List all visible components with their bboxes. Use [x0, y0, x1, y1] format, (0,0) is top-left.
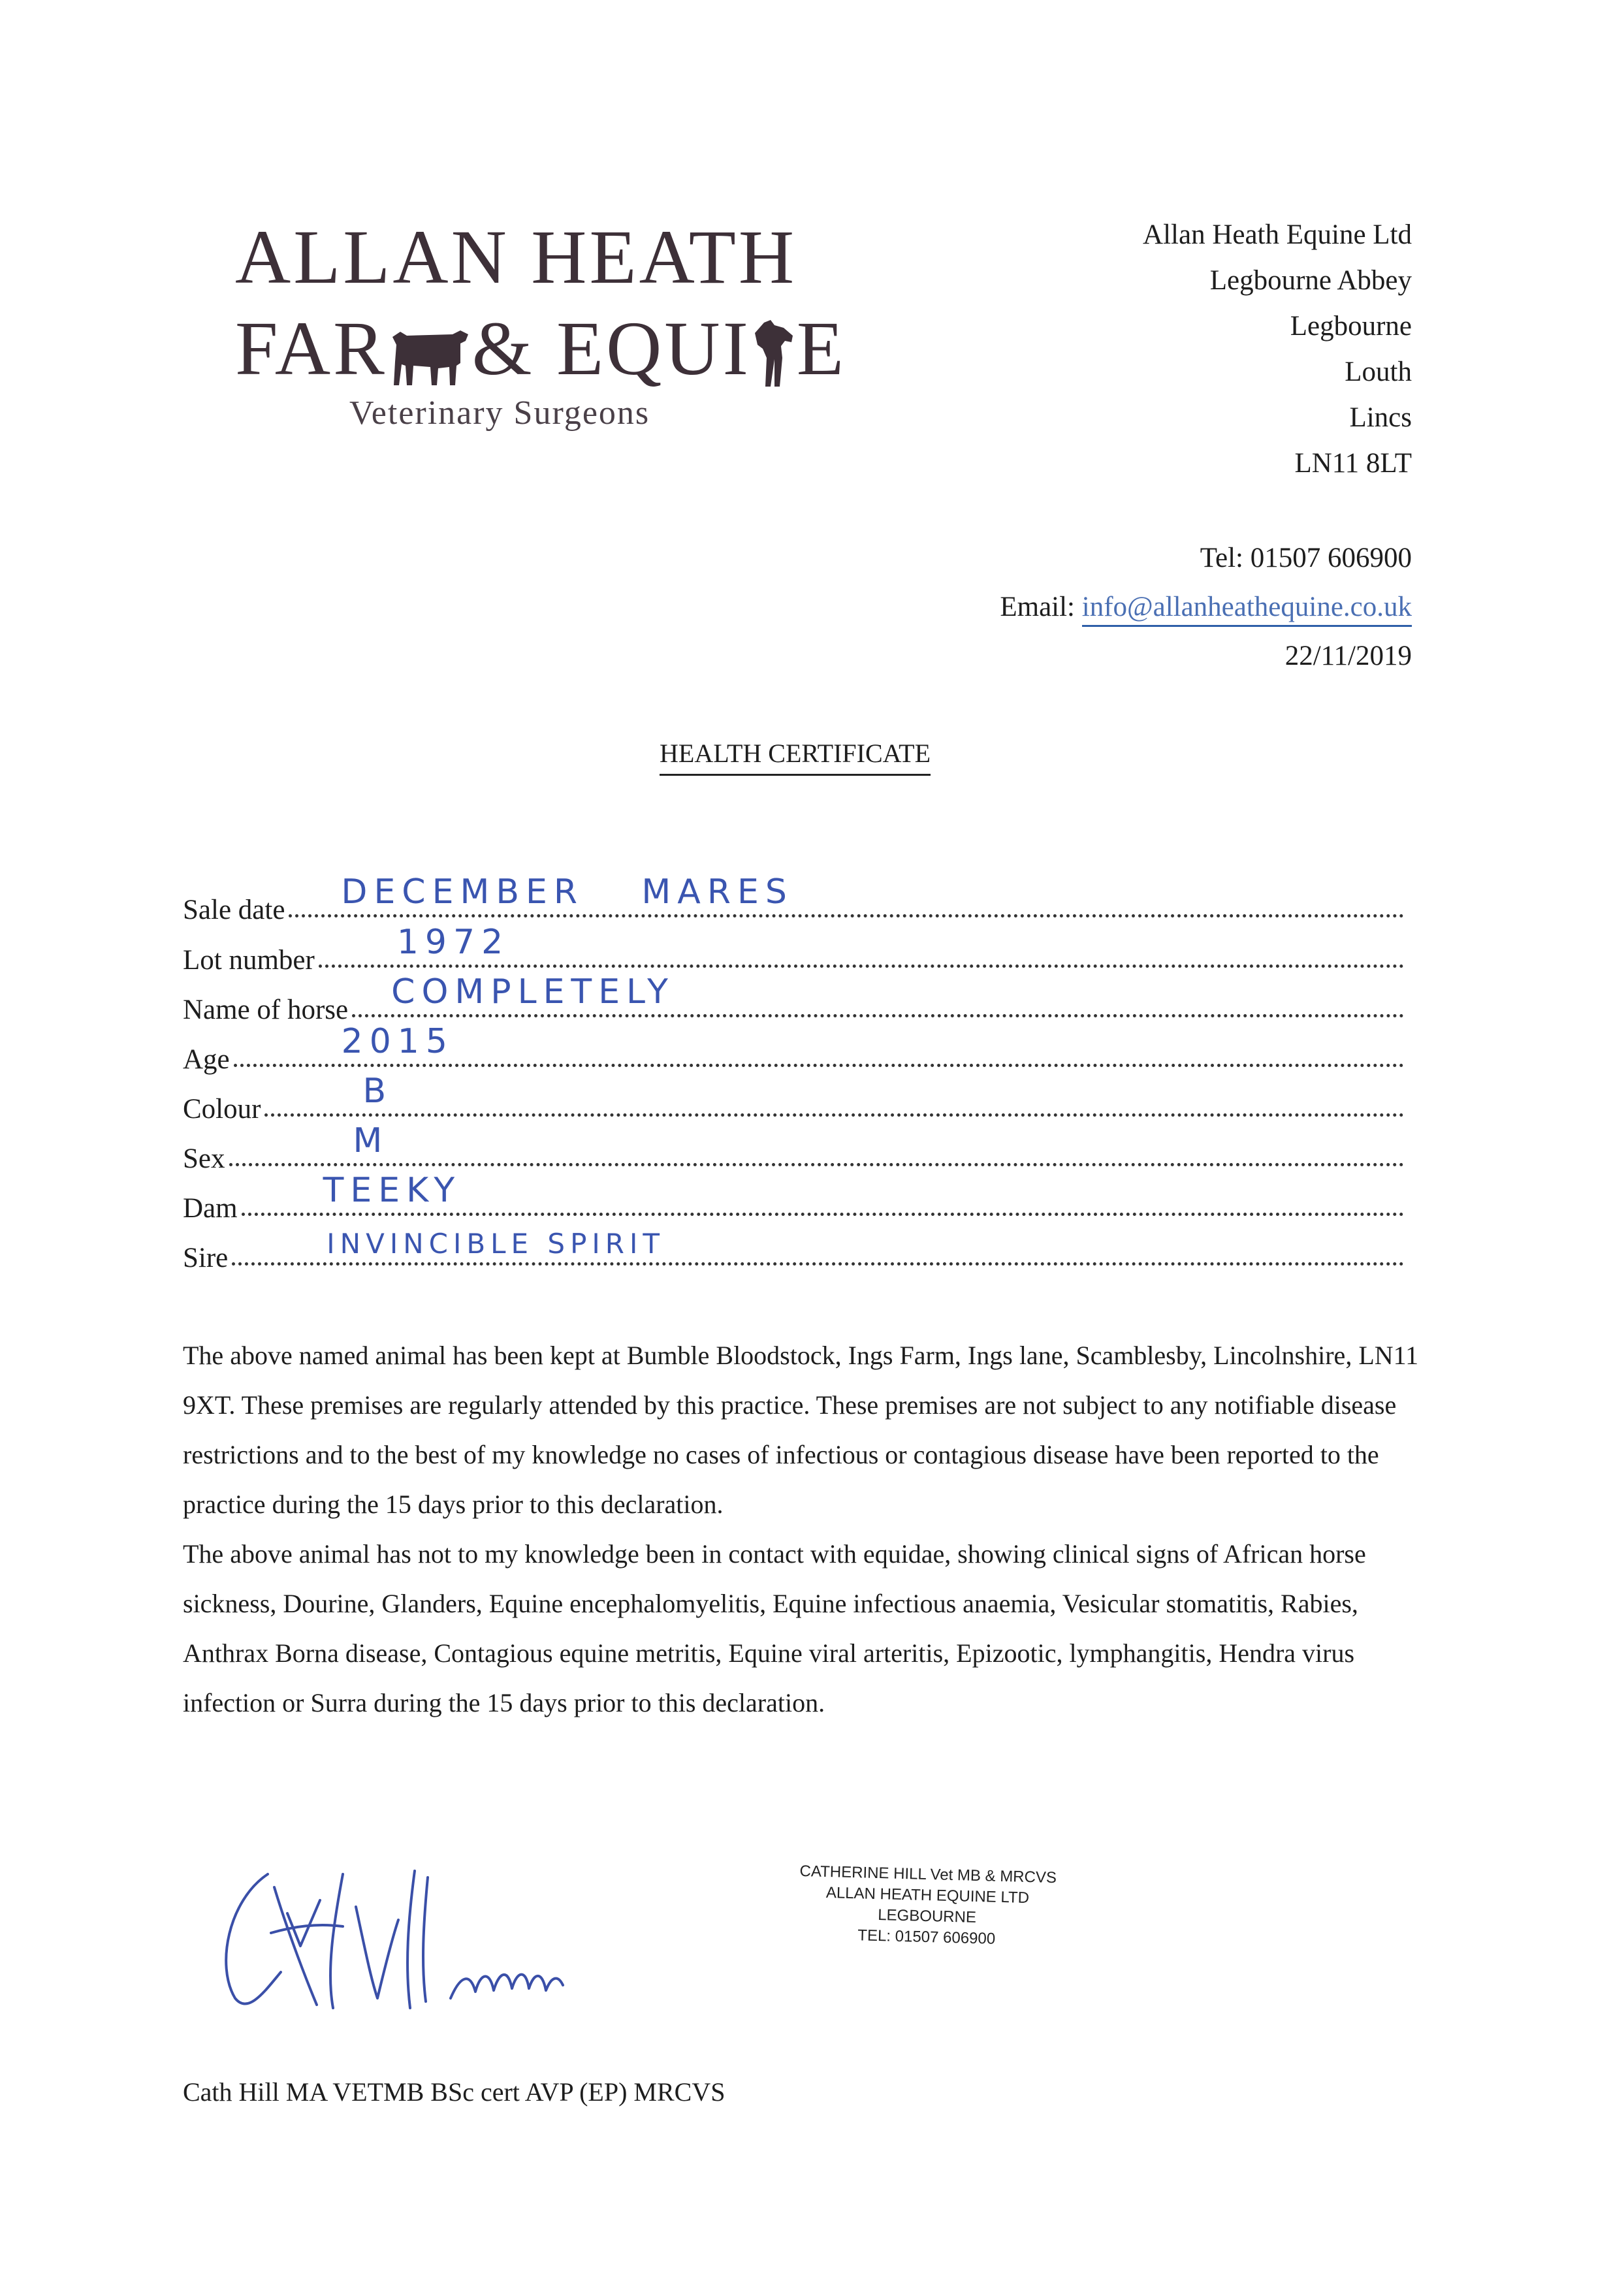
- logo-title-line1: ALLAN HEATH: [235, 214, 797, 300]
- sale-date-label: Sale date: [183, 895, 285, 925]
- age-label: Age: [183, 1044, 230, 1075]
- colour-line: [264, 1072, 1404, 1117]
- declaration-text: [183, 1331, 1424, 1728]
- address-line: LN11 8LT: [1294, 448, 1412, 479]
- lot-number-line: [319, 923, 1404, 968]
- email-link[interactable]: info@allanheathequine.co.uk: [1082, 592, 1412, 627]
- colour-label: Colour: [183, 1094, 261, 1124]
- dam-label: Dam: [183, 1193, 238, 1224]
- sire-value: INVINCIBLE SPIRIT: [327, 1228, 665, 1260]
- practice-stamp: [763, 1860, 1091, 1952]
- sex-line: [229, 1121, 1405, 1166]
- logo-text-far: FAR: [235, 306, 387, 391]
- signatory-name: Cath Hill MA VETMB BSc cert AVP (EP) MRCVS: [183, 2077, 726, 2107]
- declaration-paragraph-2: The above animal has not to my knowledge been in contact with equidae, showing clinical signs of African horse sickness, Dourine, Glanders, Equine encephalomyelitis, Equine infectious anaemia, Vesicular stomatitis, Rabies, Anthrax Borna disease, Contagious equine metritis, Equine viral arteritis, Epizootic, lymphangitis, Hendra virus infection or Surra during the 15 days prior to this declaration.: [183, 1539, 1366, 1717]
- logo-text-e: E: [796, 306, 846, 391]
- colour-value: B: [362, 1072, 393, 1111]
- horse-name-value: COMPLETELY: [391, 972, 675, 1012]
- horse-name-label: Name of horse: [183, 995, 349, 1025]
- sex-value: M: [353, 1121, 389, 1160]
- telephone: Tel: 01507 606900: [1200, 543, 1412, 573]
- dam-line: [242, 1171, 1404, 1216]
- dam-value: TEEKY: [323, 1171, 462, 1210]
- sex-label: Sex: [183, 1143, 225, 1174]
- declaration-paragraph-1: The above named animal has been kept at Bumble Bloodstock, Ings Farm, Ings lane, Scamblesby, Lincolnshire, LN11 9XT. These premises are regularly attended by this practice. These premises are not subject to any notifiable disease restrictions and to the best of my knowledge no cases of infectious or contagious disease have been reported to the practice during the 15 days prior to this declaration.: [183, 1341, 1419, 1519]
- sex-row: [183, 1121, 1404, 1174]
- sire-row: [183, 1226, 1404, 1273]
- lot-number-label: Lot number: [183, 945, 315, 976]
- email-row: [1000, 591, 1412, 623]
- colour-row: [183, 1072, 1404, 1124]
- age-row: [183, 1022, 1404, 1075]
- logo-text-equi: & EQUI: [471, 306, 751, 391]
- dam-row: [183, 1171, 1404, 1224]
- sire-line: [232, 1228, 1404, 1266]
- stamp-line-4: TEL: 01507 606900: [857, 1926, 996, 1948]
- horse-name-row: [183, 972, 1404, 1025]
- handwritten-signature: [202, 1861, 712, 2024]
- cow-icon: [387, 325, 472, 387]
- address-line: Louth: [1345, 357, 1412, 387]
- document-title: HEALTH CERTIFICATE: [660, 738, 931, 776]
- age-value: 2015: [341, 1022, 454, 1061]
- logo-title-line2: [235, 306, 846, 391]
- logo-subtitle: Veterinary Surgeons: [349, 394, 650, 432]
- lot-number-row: [183, 923, 1404, 976]
- address-line: Lincs: [1349, 402, 1412, 433]
- address-line: Legbourne: [1290, 311, 1412, 342]
- horse-icon: [751, 319, 797, 387]
- sire-label: Sire: [183, 1243, 229, 1273]
- stamp-line-2: ALLAN HEATH EQUINE LTD: [825, 1883, 1030, 1907]
- address-line: Allan Heath Equine Ltd: [1143, 219, 1412, 250]
- stamp-line-1: CATHERINE HILL Vet MB & MRCVS: [799, 1862, 1057, 1887]
- email-label: Email:: [1000, 592, 1082, 622]
- sale-date-value-2: MARES: [641, 872, 793, 912]
- practice-address: [1143, 212, 1412, 486]
- document-date: 22/11/2019: [1284, 641, 1412, 671]
- sale-date-line: [289, 872, 1404, 917]
- address-line: Legbourne Abbey: [1209, 265, 1412, 296]
- stamp-line-3: LEGBOURNE: [877, 1906, 977, 1926]
- lot-number-value: 1972: [396, 923, 510, 962]
- sale-date-value: DECEMBER: [341, 872, 584, 912]
- sale-date-row: [183, 872, 1404, 925]
- horse-name-line: [352, 972, 1404, 1017]
- age-line: [234, 1022, 1404, 1067]
